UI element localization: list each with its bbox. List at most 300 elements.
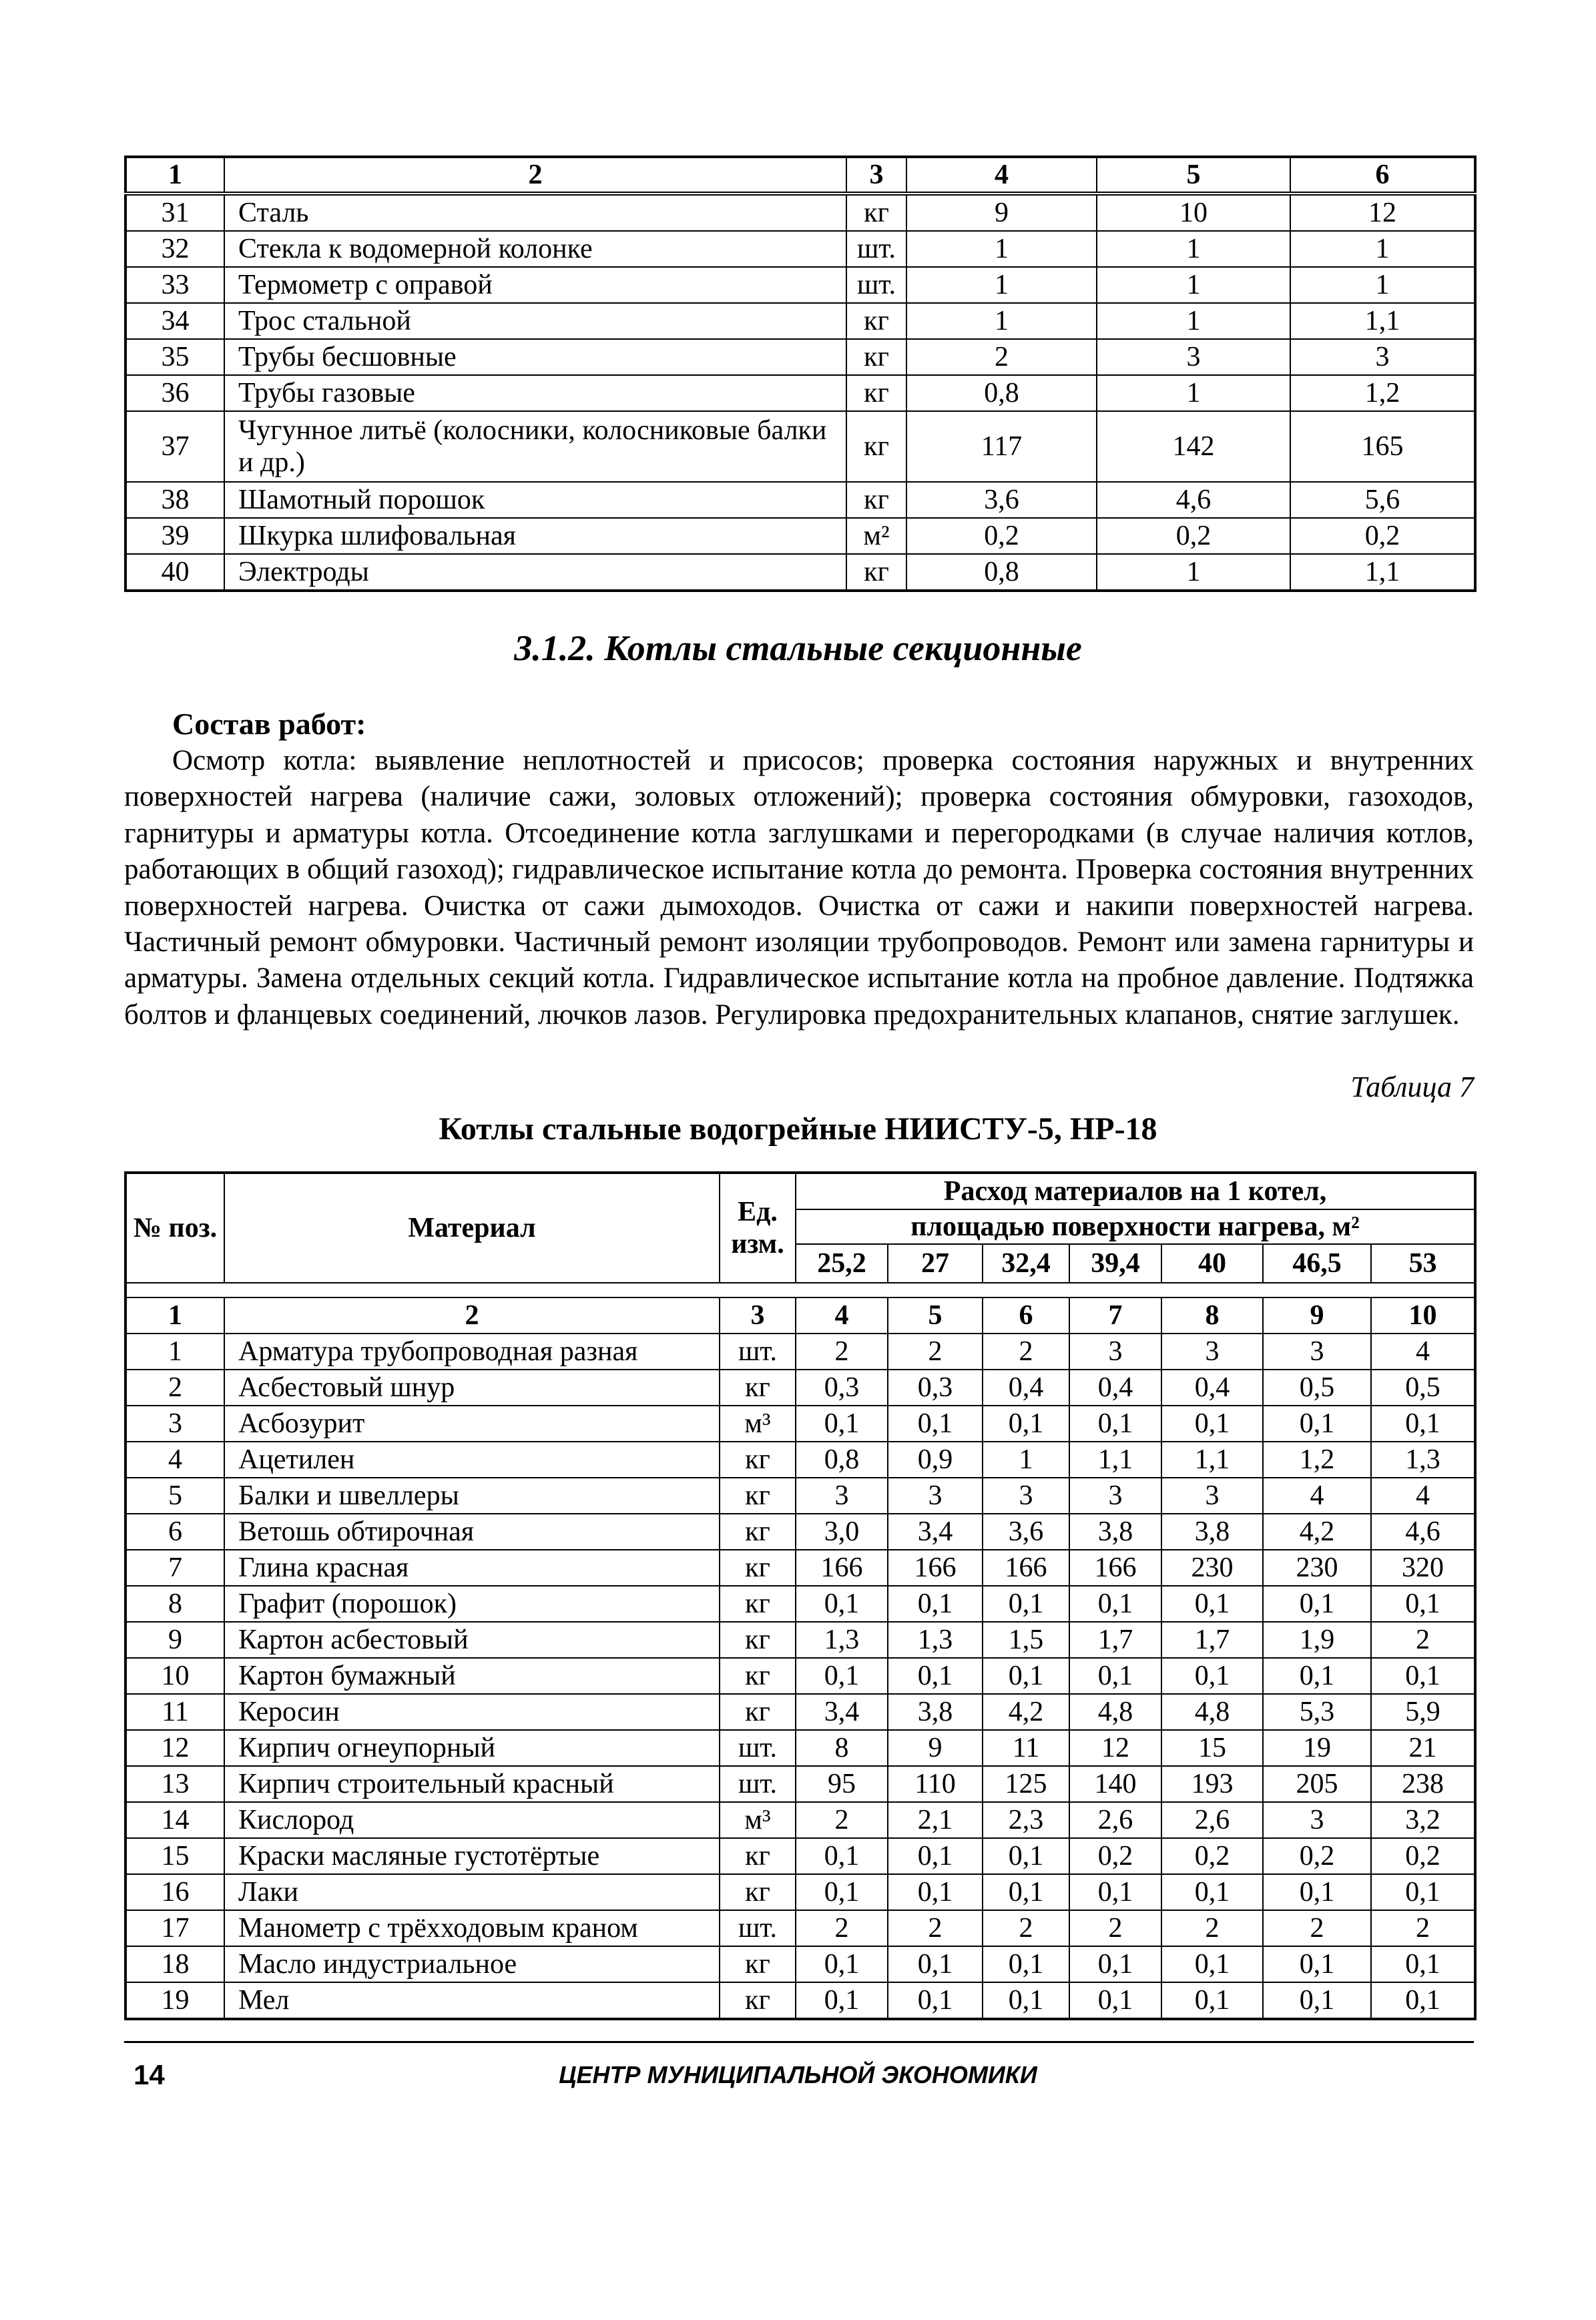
cell-value: 0,1 [1069, 1586, 1161, 1622]
cell-value: 0,9 [888, 1442, 983, 1478]
table-row [125, 411, 1475, 482]
column-number: 5 [888, 1297, 983, 1334]
table-row [125, 1514, 1475, 1550]
cell-value: 4 [1371, 1334, 1475, 1370]
cell-value: 0,3 [888, 1370, 983, 1406]
table-row [125, 1370, 1475, 1406]
table-header-gap [125, 1283, 1475, 1297]
cell-value: 3 [1161, 1478, 1263, 1514]
cell-value: 4,8 [1069, 1694, 1161, 1730]
cell-value: 166 [983, 1550, 1069, 1586]
cell-value: 0,1 [983, 1946, 1069, 1982]
cell-unit: кг [846, 375, 906, 411]
cell-value: 0,1 [1263, 1586, 1371, 1622]
cell-unit: кг [720, 1478, 796, 1514]
cell-value: 0,2 [1290, 518, 1475, 554]
cell-value: 0,4 [1069, 1370, 1161, 1406]
cell-value: 1 [906, 267, 1097, 303]
cell-number: 7 [125, 1550, 224, 1586]
cell-material: Манометр с трёхходовым краном [224, 1910, 720, 1946]
table-row [125, 1910, 1475, 1946]
cell-value: 0,1 [983, 1406, 1069, 1442]
cell-value: 1,1 [1069, 1442, 1161, 1478]
cell-unit: кг [720, 1838, 796, 1874]
cell-value: 11 [983, 1730, 1069, 1766]
cell-value: 193 [1161, 1766, 1263, 1802]
table-row [125, 1730, 1475, 1766]
cell-number: 31 [125, 194, 224, 231]
table-row [125, 1586, 1475, 1622]
cell-number: 17 [125, 1910, 224, 1946]
cell-value: 0,2 [1371, 1838, 1475, 1874]
header-area-value: 32,4 [983, 1244, 1069, 1283]
cell-value: 3,4 [888, 1514, 983, 1550]
cell-value: 0,4 [1161, 1370, 1263, 1406]
cell-material: Электроды [224, 554, 846, 591]
cell-value: 1,9 [1263, 1622, 1371, 1658]
cell-material: Балки и швеллеры [224, 1478, 720, 1514]
cell-value: 95 [796, 1766, 888, 1802]
cell-value: 0,1 [1161, 1658, 1263, 1694]
work-composition-heading: Состав работ: [172, 707, 366, 741]
cell-number: 9 [125, 1622, 224, 1658]
cell-number: 37 [125, 411, 224, 482]
cell-value: 4 [1263, 1478, 1371, 1514]
work-composition-text: Осмотр котла: выявление неплотностей и присосов; проверка состояния наружных и внутренних поверхностей нагрева (наличие сажи, золовых отложений); проверка состояния обмуровки, газоходов, гарнитуры и арматуры котла. Отсоединение котла заглушками и перегородками (в случае наличия котлов, работающих в общий газоход); гидравлическое испытание котла до ремонта. Проверка состояния внутренних поверхностей нагрева. Очистка от сажи дымоходов. Очистка от сажи и накипи поверхностей нагрева. Частичный ремонт обмуровки. Частичный ремонт изоляции трубопроводов. Ремонт или замена гарнитуры и арматуры. Замена отдельных секций котла. Гидравлическое испытание котла на пробное давление. Подтяжка болтов и фланцевых соединений, лючков лазов. Регулировка предохранительных клапанов, снятие заглушек. [124, 745, 1474, 1031]
cell-value: 5,6 [1290, 482, 1475, 518]
cell-value: 0,1 [1161, 1586, 1263, 1622]
cell-value: 0,2 [906, 518, 1097, 554]
cell-value: 12 [1069, 1730, 1161, 1766]
cell-value: 0,4 [983, 1370, 1069, 1406]
cell-value: 0,1 [1371, 1658, 1475, 1694]
cell-value: 2,1 [888, 1802, 983, 1838]
cell-material: Трос стальной [224, 303, 846, 339]
cell-material: Стекла к водомерной колонке [224, 231, 846, 267]
cell-unit: м² [846, 518, 906, 554]
cell-number: 19 [125, 1982, 224, 2019]
cell-value: 0,5 [1263, 1370, 1371, 1406]
cell-value: 2,6 [1161, 1802, 1263, 1838]
cell-value: 0,1 [1263, 1946, 1371, 1982]
cell-value: 2,6 [1069, 1802, 1161, 1838]
cell-value: 4,8 [1161, 1694, 1263, 1730]
cell-value: 3 [1097, 339, 1290, 375]
header-area-value: 53 [1371, 1244, 1475, 1283]
cell-value: 3,0 [796, 1514, 888, 1550]
cell-value: 9 [906, 194, 1097, 231]
cell-value: 3 [1263, 1802, 1371, 1838]
boiler-materials-table [124, 1171, 1477, 2020]
table-row [125, 482, 1475, 518]
cell-value: 238 [1371, 1766, 1475, 1802]
table-caption: Котлы стальные водогрейные НИИСТУ-5, НР-18 [439, 1111, 1157, 1147]
column-number: 2 [224, 1297, 720, 1334]
cell-value: 0,1 [1069, 1658, 1161, 1694]
cell-unit: кг [846, 554, 906, 591]
header-area-value: 39,4 [1069, 1244, 1161, 1283]
cell-value: 9 [888, 1730, 983, 1766]
cell-material: Мел [224, 1982, 720, 2019]
section-title: 3.1.2. Котлы стальные секционные [514, 628, 1082, 668]
cell-value: 3,8 [1161, 1514, 1263, 1550]
cell-unit: кг [720, 1586, 796, 1622]
cell-unit: шт. [846, 267, 906, 303]
cell-material: Арматура трубопроводная разная [224, 1334, 720, 1370]
cell-unit: кг [720, 1694, 796, 1730]
cell-value: 0,1 [1263, 1406, 1371, 1442]
cell-material: Лаки [224, 1874, 720, 1910]
cell-value: 2 [796, 1910, 888, 1946]
cell-value: 1 [1097, 375, 1290, 411]
cell-value: 1,2 [1290, 375, 1475, 411]
cell-unit: шт. [846, 231, 906, 267]
header-unit: Ед. изм. [720, 1173, 796, 1283]
cell-value: 2 [983, 1334, 1069, 1370]
cell-value: 1 [1097, 231, 1290, 267]
cell-value: 0,1 [1371, 1586, 1475, 1622]
cell-number: 11 [125, 1694, 224, 1730]
header-area-value: 25,2 [796, 1244, 888, 1283]
cell-number: 35 [125, 339, 224, 375]
cell-material: Ветошь обтирочная [224, 1514, 720, 1550]
cell-value: 166 [796, 1550, 888, 1586]
cell-value: 0,1 [796, 1406, 888, 1442]
cell-value: 3,2 [1371, 1802, 1475, 1838]
cell-material: Графит (порошок) [224, 1586, 720, 1622]
cell-value: 3,8 [888, 1694, 983, 1730]
cell-unit: кг [846, 303, 906, 339]
cell-value: 1,3 [888, 1622, 983, 1658]
cell-value: 1,5 [983, 1622, 1069, 1658]
header-area-value: 40 [1161, 1244, 1263, 1283]
cell-value: 15 [1161, 1730, 1263, 1766]
table-row [125, 267, 1475, 303]
cell-value: 10 [1097, 194, 1290, 231]
cell-material: Кирпич строительный красный [224, 1766, 720, 1802]
table-row [125, 231, 1475, 267]
table-row [125, 1442, 1475, 1478]
cell-value: 140 [1069, 1766, 1161, 1802]
cell-unit: шт. [720, 1766, 796, 1802]
cell-unit: шт. [720, 1334, 796, 1370]
cell-number: 3 [125, 1406, 224, 1442]
cell-unit: кг [720, 1514, 796, 1550]
cell-number: 12 [125, 1730, 224, 1766]
cell-value: 1,3 [1371, 1442, 1475, 1478]
cell-number: 6 [125, 1514, 224, 1550]
cell-value: 0,1 [983, 1586, 1069, 1622]
cell-value: 0,1 [1069, 1874, 1161, 1910]
cell-material: Асбестовый шнур [224, 1370, 720, 1406]
table-row [125, 554, 1475, 591]
cell-unit: кг [720, 1874, 796, 1910]
table-header-row [125, 157, 1475, 194]
cell-value: 0,1 [888, 1874, 983, 1910]
column-number: 6 [1290, 157, 1475, 194]
cell-value: 0,1 [983, 1982, 1069, 2019]
cell-value: 2 [983, 1910, 1069, 1946]
cell-value: 0,1 [1371, 1946, 1475, 1982]
cell-value: 3,6 [983, 1514, 1069, 1550]
cell-unit: шт. [720, 1730, 796, 1766]
cell-value: 0,1 [1069, 1406, 1161, 1442]
cell-unit: м³ [720, 1802, 796, 1838]
cell-number: 34 [125, 303, 224, 339]
cell-unit: кг [846, 339, 906, 375]
cell-unit: кг [720, 1982, 796, 2019]
cell-value: 0,1 [1161, 1406, 1263, 1442]
cell-value: 142 [1097, 411, 1290, 482]
materials-table-continued [124, 156, 1477, 592]
cell-value: 0,1 [888, 1946, 983, 1982]
cell-value: 0,2 [1069, 1838, 1161, 1874]
cell-value: 2 [1161, 1910, 1263, 1946]
cell-value: 1,1 [1161, 1442, 1263, 1478]
cell-value: 3,8 [1069, 1514, 1161, 1550]
cell-value: 110 [888, 1766, 983, 1802]
table-row [125, 1874, 1475, 1910]
cell-value: 0,1 [1161, 1874, 1263, 1910]
cell-value: 0,1 [983, 1838, 1069, 1874]
table-row [125, 1550, 1475, 1586]
cell-value: 0,1 [1263, 1658, 1371, 1694]
cell-value: 2 [888, 1334, 983, 1370]
cell-value: 4,2 [1263, 1514, 1371, 1550]
cell-value: 1 [906, 303, 1097, 339]
table-row [125, 1658, 1475, 1694]
cell-value: 0,2 [1097, 518, 1290, 554]
column-numbers-row [125, 1297, 1475, 1334]
cell-value: 3 [1290, 339, 1475, 375]
cell-number: 39 [125, 518, 224, 554]
cell-material: Масло индустриальное [224, 1946, 720, 1982]
header-position: № поз. [125, 1173, 224, 1283]
column-number: 4 [796, 1297, 888, 1334]
header-consumption-group: Расход материалов на 1 котел, [796, 1173, 1475, 1209]
cell-material: Картон асбестовый [224, 1622, 720, 1658]
cell-value: 4,6 [1371, 1514, 1475, 1550]
cell-value: 1 [1290, 231, 1475, 267]
header-area-value: 46,5 [1263, 1244, 1371, 1283]
cell-value: 1,7 [1069, 1622, 1161, 1658]
table-row [125, 1694, 1475, 1730]
table-row [125, 1478, 1475, 1514]
cell-value: 165 [1290, 411, 1475, 482]
cell-unit: шт. [720, 1910, 796, 1946]
cell-value: 0,1 [1161, 1946, 1263, 1982]
cell-unit: кг [720, 1370, 796, 1406]
cell-number: 40 [125, 554, 224, 591]
cell-value: 2 [1069, 1910, 1161, 1946]
column-number: 4 [906, 157, 1097, 194]
cell-material: Сталь [224, 194, 846, 231]
cell-value: 0,1 [888, 1586, 983, 1622]
cell-value: 3,6 [906, 482, 1097, 518]
cell-unit: м³ [720, 1406, 796, 1442]
cell-value: 0,1 [796, 1586, 888, 1622]
cell-unit: кг [720, 1550, 796, 1586]
cell-material: Термометр с оправой [224, 267, 846, 303]
column-number: 1 [125, 1297, 224, 1334]
cell-value: 1 [1097, 267, 1290, 303]
cell-material: Кирпич огнеупорный [224, 1730, 720, 1766]
cell-value: 0,1 [983, 1658, 1069, 1694]
cell-material: Краски масляные густотёртые [224, 1838, 720, 1874]
header-heating-area: площадью поверхности нагрева, м² [796, 1209, 1475, 1244]
cell-value: 0,2 [1263, 1838, 1371, 1874]
cell-value: 4,6 [1097, 482, 1290, 518]
cell-value: 0,8 [906, 554, 1097, 591]
cell-value: 1,7 [1161, 1622, 1263, 1658]
cell-value: 5,3 [1263, 1694, 1371, 1730]
cell-value: 2 [906, 339, 1097, 375]
materials-table-continued-body [125, 157, 1475, 591]
cell-number: 2 [125, 1370, 224, 1406]
table-row [125, 1766, 1475, 1802]
cell-number: 33 [125, 267, 224, 303]
cell-value: 0,8 [906, 375, 1097, 411]
cell-value: 1,3 [796, 1622, 888, 1658]
cell-value: 12 [1290, 194, 1475, 231]
table-label: Таблица 7 [1350, 1071, 1474, 1103]
cell-value: 1,2 [1263, 1442, 1371, 1478]
cell-value: 1 [983, 1442, 1069, 1478]
table-row [125, 303, 1475, 339]
cell-value: 3 [1263, 1334, 1371, 1370]
cell-value: 3 [1069, 1478, 1161, 1514]
cell-value: 2 [796, 1334, 888, 1370]
cell-value: 230 [1161, 1550, 1263, 1586]
cell-value: 166 [888, 1550, 983, 1586]
cell-value: 2 [796, 1802, 888, 1838]
header-area-value: 27 [888, 1244, 983, 1283]
cell-value: 0,1 [1069, 1946, 1161, 1982]
table-row [125, 1406, 1475, 1442]
table-row [125, 375, 1475, 411]
cell-number: 13 [125, 1766, 224, 1802]
cell-number: 15 [125, 1838, 224, 1874]
column-number: 1 [125, 157, 224, 194]
cell-value: 0,1 [1371, 1982, 1475, 2019]
cell-value: 4 [1371, 1478, 1475, 1514]
cell-material: Кислород [224, 1802, 720, 1838]
column-number: 3 [846, 157, 906, 194]
cell-unit: кг [720, 1442, 796, 1478]
cell-value: 1 [1290, 267, 1475, 303]
cell-material: Асбозурит [224, 1406, 720, 1442]
cell-material: Глина красная [224, 1550, 720, 1586]
cell-value: 0,8 [796, 1442, 888, 1478]
cell-material: Ацетилен [224, 1442, 720, 1478]
cell-value: 1 [1097, 303, 1290, 339]
cell-value: 2,3 [983, 1802, 1069, 1838]
footer-divider [124, 2041, 1474, 2043]
cell-value: 0,1 [796, 1874, 888, 1910]
cell-unit: кг [720, 1946, 796, 1982]
cell-value: 117 [906, 411, 1097, 482]
cell-unit: кг [846, 482, 906, 518]
column-number: 2 [224, 157, 846, 194]
cell-value: 1,1 [1290, 303, 1475, 339]
cell-material: Шамотный порошок [224, 482, 846, 518]
cell-number: 18 [125, 1946, 224, 1982]
cell-value: 125 [983, 1766, 1069, 1802]
column-number: 10 [1371, 1297, 1475, 1334]
cell-value: 0,1 [1263, 1874, 1371, 1910]
cell-value: 230 [1263, 1550, 1371, 1586]
cell-number: 5 [125, 1478, 224, 1514]
cell-value: 3 [1069, 1334, 1161, 1370]
cell-value: 0,1 [796, 1658, 888, 1694]
cell-value: 8 [796, 1730, 888, 1766]
column-number: 9 [1263, 1297, 1371, 1334]
table-row [125, 339, 1475, 375]
table-row [125, 1982, 1475, 2019]
cell-value: 0,1 [1371, 1406, 1475, 1442]
cell-value: 0,1 [1263, 1982, 1371, 2019]
cell-value: 1 [906, 231, 1097, 267]
cell-value: 3,4 [796, 1694, 888, 1730]
cell-value: 19 [1263, 1730, 1371, 1766]
cell-number: 38 [125, 482, 224, 518]
page-number: 14 [134, 2059, 165, 2090]
cell-value: 2 [1371, 1910, 1475, 1946]
cell-value: 1 [1097, 554, 1290, 591]
cell-material: Керосин [224, 1694, 720, 1730]
cell-value: 5,9 [1371, 1694, 1475, 1730]
cell-number: 1 [125, 1334, 224, 1370]
cell-value: 205 [1263, 1766, 1371, 1802]
cell-material: Трубы бесшовные [224, 339, 846, 375]
cell-value: 0,1 [888, 1658, 983, 1694]
cell-value: 0,1 [888, 1982, 983, 2019]
cell-value: 0,1 [796, 1982, 888, 2019]
cell-value: 21 [1371, 1730, 1475, 1766]
table-row [125, 194, 1475, 231]
cell-material: Чугунное литьё (колосники, колосниковые балки и др.) [224, 411, 846, 482]
cell-value: 0,1 [796, 1946, 888, 1982]
cell-value: 3 [1161, 1334, 1263, 1370]
cell-unit: кг [846, 194, 906, 231]
cell-value: 166 [1069, 1550, 1161, 1586]
cell-value: 0,2 [1161, 1838, 1263, 1874]
column-number: 8 [1161, 1297, 1263, 1334]
publisher-name: ЦЕНТР МУНИЦИПАЛЬНОЙ ЭКОНОМИКИ [559, 2061, 1037, 2088]
cell-value: 0,1 [888, 1838, 983, 1874]
table-header-row [125, 1173, 1475, 1209]
cell-unit: кг [720, 1658, 796, 1694]
table-row [125, 1802, 1475, 1838]
cell-value: 2 [1371, 1622, 1475, 1658]
cell-unit: кг [720, 1622, 796, 1658]
cell-value: 0,1 [888, 1406, 983, 1442]
cell-number: 16 [125, 1874, 224, 1910]
cell-value: 3 [983, 1478, 1069, 1514]
cell-value: 0,5 [1371, 1370, 1475, 1406]
cell-number: 36 [125, 375, 224, 411]
cell-value: 0,1 [1069, 1982, 1161, 2019]
table-row [125, 518, 1475, 554]
cell-value: 3 [796, 1478, 888, 1514]
table-row [125, 1334, 1475, 1370]
cell-number: 32 [125, 231, 224, 267]
table-row [125, 1946, 1475, 1982]
cell-value: 0,1 [1371, 1874, 1475, 1910]
header-material: Материал [224, 1173, 720, 1283]
cell-value: 4,2 [983, 1694, 1069, 1730]
table-row [125, 1622, 1475, 1658]
